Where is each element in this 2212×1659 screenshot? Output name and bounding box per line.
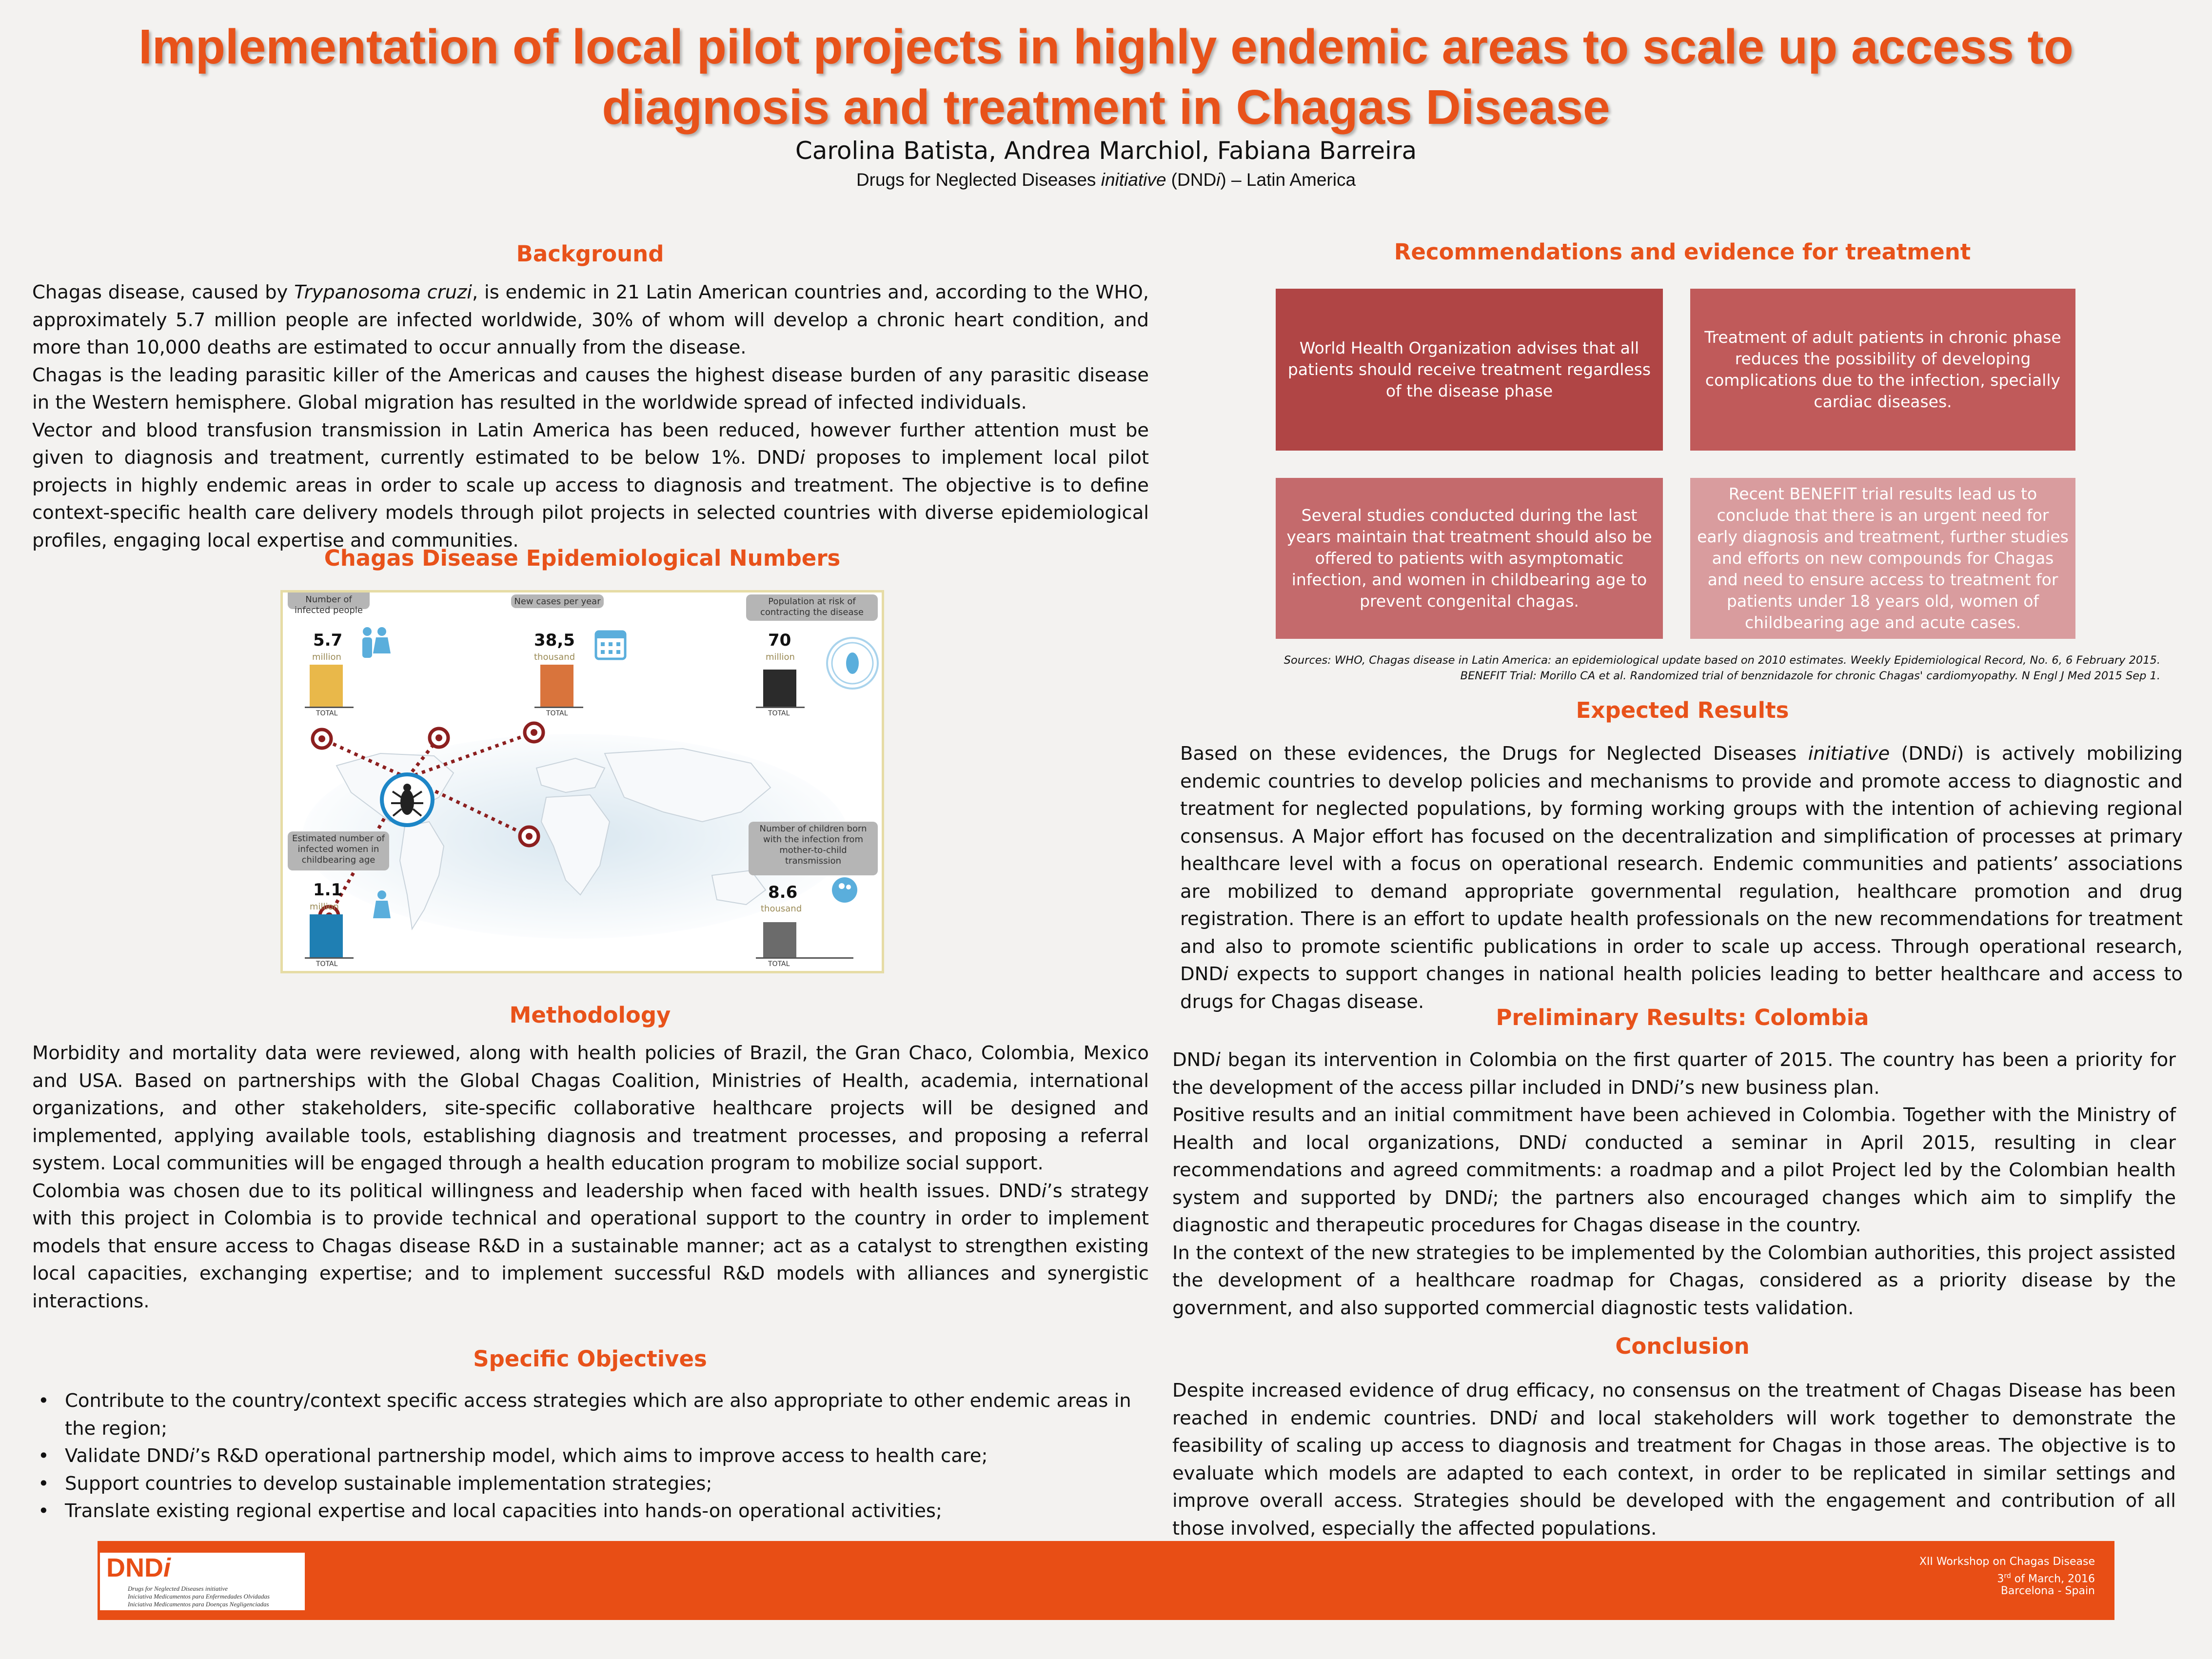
background-heading: Background	[516, 241, 664, 267]
women-unit: million	[310, 902, 339, 912]
at-risk-unit: million	[766, 652, 795, 662]
colombia-text	[1172, 1047, 2176, 1322]
recommendation-benefit-box: Recent BENEFIT trial results lead us to conclude that there is an urgent need for early diagnosis and treatment, further studies and efforts on new compounds for Chagas and need to ensure access to treatment for patients under 18 years old, women of childbearing age and acute cases.	[1690, 478, 2075, 639]
dndi-logo-text: DNDi	[106, 1553, 171, 1582]
infected-label: Number of infected people	[288, 592, 370, 609]
baseline	[305, 957, 354, 959]
title-line-2: diagnosis and treatment in Chagas Disease	[602, 80, 1610, 135]
infected-bar	[310, 665, 343, 707]
women-value: 1.1	[313, 880, 343, 900]
colombia-paragraph: DNDi began its intervention in Colombia on the first quarter of 2015. The country has been a priority for the development of the access pillar included in DNDi’s new business plan.	[1172, 1049, 2176, 1099]
background-paragraph: Chagas disease, caused by Trypanosoma cruzi, is endemic in 21 Latin American countries and, according to the WHO, approximately 5.7 million people are infected worldwide, 30% of whom will develop a chronic heart condition, and more than 10,000 deaths are estimated to occur annually from the disease.	[32, 281, 1149, 358]
recommendations-heading: Recommendations and evidence for treatment	[1394, 239, 1971, 265]
recommendation-studies-box: Several studies conducted during the last years maintain that treatment should also be offered to patients with asymptomatic infection, and women in childbearing age to prevent congenital chagas.	[1276, 478, 1663, 639]
expected-results-heading: Expected Results	[1576, 697, 1789, 723]
objective-item: • Translate existing regional expertise and local capacities into hands-on operational activities;	[32, 1498, 1159, 1525]
infected-unit: million	[312, 652, 341, 662]
baby-icon	[832, 877, 857, 903]
infected-total: TOTAL	[316, 710, 338, 717]
baseline	[756, 707, 805, 708]
children-value: 8.6	[768, 883, 798, 902]
new-cases-total: TOTAL	[546, 710, 568, 717]
calendar-icon	[596, 632, 625, 659]
objectives-list	[32, 1387, 1159, 1525]
background-paragraph: Chagas is the leading parasitic killer of the Americas and causes the highest disease burden of any parasitic disease in the Western hemisphere. Global migration has resulted in the worldwide spread of infected individuals.	[32, 364, 1149, 414]
target-icon-dot	[526, 833, 533, 840]
epi-infographic	[280, 590, 884, 973]
methodology-paragraph: Morbidity and mortality data were reviewed, along with health policies of Brazil, the Gran Chaco, Colombia, Mexico and USA. Based on partnerships with the Global Chagas Coalition, Ministries of Health, academia, international organizations, and other stakeholders, site-specific collaborative healthcare projects will be designed and implemented, applying available tools, establishing diagnosis and treatment processes, and proposing a referral system. Local communities will be engaged through a health education program to mobilize social support.	[32, 1042, 1149, 1174]
event-name: XII Workshop on Chagas Disease	[1919, 1556, 2095, 1568]
logo-tagline: Iniciativa Medicamentos para Enfermedades Olvidadas	[128, 1593, 270, 1600]
conclusion-text: Despite increased evidence of drug efficacy, no consensus on the treatment of Chagas Disease has been reached in endemic countries. DNDi and local stakeholders will work together to demonstrate the feasibility of scaling up access to diagnosis and treatment for Chagas in those areas. The objective is to evaluate which models are adapted to each context, in order to be replicated in similar settings and improve overall access. Strategies should be developed with the engagement and contribution of all those involved, especially the affected populations.	[1172, 1380, 2176, 1540]
title-line-1: Implementation of local pilot projects in highly endemic areas to scale up access to	[138, 20, 2074, 74]
women-total: TOTAL	[316, 960, 338, 968]
risk-bug-icon	[827, 638, 878, 689]
world-map-graphic	[283, 592, 882, 971]
event-place: Barcelona - Spain	[2000, 1585, 2095, 1597]
colombia-paragraph: Positive results and an initial commitment have been achieved in Colombia. Together with the Ministry of Health and local organizations, DNDi conducted a seminar in April 2015, resulting in clear recommendations and agreed commitments: a roadmap and a pilot Project led by the Colombian health system and supported by DNDi; the partners also encouraged changes which aim to simplify the diagnostic and therapeutic procedures for Chagas disease in the country.	[1172, 1104, 2176, 1236]
footer-bar	[98, 1541, 2114, 1620]
target-icon-dot	[435, 734, 442, 741]
authors: Carolina Batista, Andrea Marchiol, Fabiana Barreira	[795, 137, 1417, 165]
new-cases-label: New cases per year	[511, 594, 604, 608]
at-risk-total: TOTAL	[768, 710, 790, 717]
baseline	[756, 957, 853, 959]
women-label: Estimated number of infected women in childbearing age	[288, 831, 389, 870]
target-icon-dot	[531, 729, 537, 736]
baseline	[305, 707, 354, 708]
infected-value: 5.7	[313, 631, 343, 650]
colombia-heading: Preliminary Results: Colombia	[1496, 1005, 1869, 1030]
objective-item: • Contribute to the country/context specific access strategies which are also appropriate to other endemic areas in the region;	[32, 1387, 1159, 1442]
recommendation-chronic-box: Treatment of adult patients in chronic phase reduces the possibility of developing complications due to the infection, specially cardiac diseases.	[1690, 289, 2075, 451]
at-risk-label: Population at risk of contracting the disease	[746, 594, 878, 621]
new-cases-value: 38,5	[534, 631, 575, 650]
recommendation-who-box: World Health Organization advises that all patients should receive treatment regardless of the disease phase	[1276, 289, 1663, 451]
women-bar	[310, 914, 343, 957]
event-date: 3rd of March, 2016	[1997, 1572, 2095, 1585]
sources-note	[1170, 652, 2160, 684]
epi-heading: Chagas Disease Epidemiological Numbers	[324, 545, 841, 571]
logo-tagline: Iniciativa Medicamentos para Doenças Negligenciadas	[128, 1600, 269, 1608]
methodology-paragraph: Colombia was chosen due to its political willingness and leadership when faced with health issues. DNDi’s strategy with this project in Colombia is to provide technical and operational support to the country in order to implement models that ensure access to Chagas disease R&D in a sustainable manner; act as a catalyst to strengthen existing local capacities, exchanging expertise; and to implement successful R&D models with alliances and synergistic interactions.	[32, 1180, 1149, 1312]
colombia-paragraph: In the context of the new strategies to be implemented by the Colombian authorities, this project assisted the development of a healthcare roadmap for Chagas, considered as a priority disease by the government, and also supported commercial diagnostic tests validation.	[1172, 1242, 2176, 1319]
poster-title	[78, 17, 2134, 138]
objective-item: • Validate DNDi’s R&D operational partnership model, which aims to improve access to health care;	[32, 1442, 1159, 1470]
conclusion-heading: Conclusion	[1615, 1333, 1750, 1359]
children-bar	[763, 922, 796, 957]
source-line: Sources: WHO, Chagas disease in Latin America: an epidemiological update based on 2010 estimates. Weekly Epidemiological Record, No. 6, 6 February 2015.	[1284, 654, 2160, 667]
source-line: BENEFIT Trial: Morillo CA et al. Randomized trial of benznidazole for chronic Chagas' cardiomyopathy. N Engl J Med 2015 Sep 1.	[1460, 670, 2160, 682]
children-total: TOTAL	[768, 960, 790, 968]
baseline	[534, 707, 583, 708]
children-unit: thousand	[761, 904, 802, 914]
methodology-text	[32, 1040, 1149, 1315]
objective-item: • Support countries to develop sustainable implementation strategies;	[32, 1470, 1159, 1498]
expected-results-text: Based on these evidences, the Drugs for Neglected Diseases initiative (DNDi) is actively mobilizing endemic countries to develop policies and mechanisms to provide and promote access to diagnostic and treatment for neglected populations, by forming working groups with the intention of achieving regional consensus. A Major effort has focused on the decentralization and simplification of processes at primary healthcare level with a focus on operational research. Endemic communities and patients’ associations are mobilized to demand appropriate governmental regulation, healthcare promotion and drug registration. There is an effort to update health professionals on the new recommendations for treatment and also to promote scientific publications in order to scale up access. Through operational research, DNDi expects to support changes in national health policies leading to better healthcare and access to drugs for Chagas disease.	[1180, 743, 2183, 1013]
people-icon	[362, 627, 391, 658]
methodology-heading: Methodology	[509, 1002, 671, 1028]
bug-icon	[382, 774, 433, 825]
at-risk-value: 70	[768, 631, 791, 650]
background-text	[32, 279, 1149, 554]
affiliation: Drugs for Neglected Diseases initiative (DNDi) – Latin America	[856, 170, 1356, 190]
new-cases-unit: thousand	[534, 652, 575, 662]
logo-tagline: Drugs for Neglected Diseases initiative	[128, 1585, 228, 1592]
children-label: Number of children born with the infection from mother-to-child transmission	[749, 822, 878, 875]
target-icon-dot	[318, 735, 325, 742]
background-paragraph: Vector and blood transfusion transmission in Latin America has been reduced, however further attention must be given to diagnosis and treatment, currently estimated to be below 1%. DNDi proposes to implement local pilot projects in highly endemic areas in order to scale up access to diagnosis and treatment. The objective is to define context-specific health care delivery models through pilot projects in selected countries with diverse epidemiological profiles, engaging local expertise and communities.	[32, 419, 1149, 552]
objectives-heading: Specific Objectives	[473, 1346, 707, 1372]
at-risk-bar	[763, 670, 796, 707]
new-cases-bar	[540, 665, 573, 707]
